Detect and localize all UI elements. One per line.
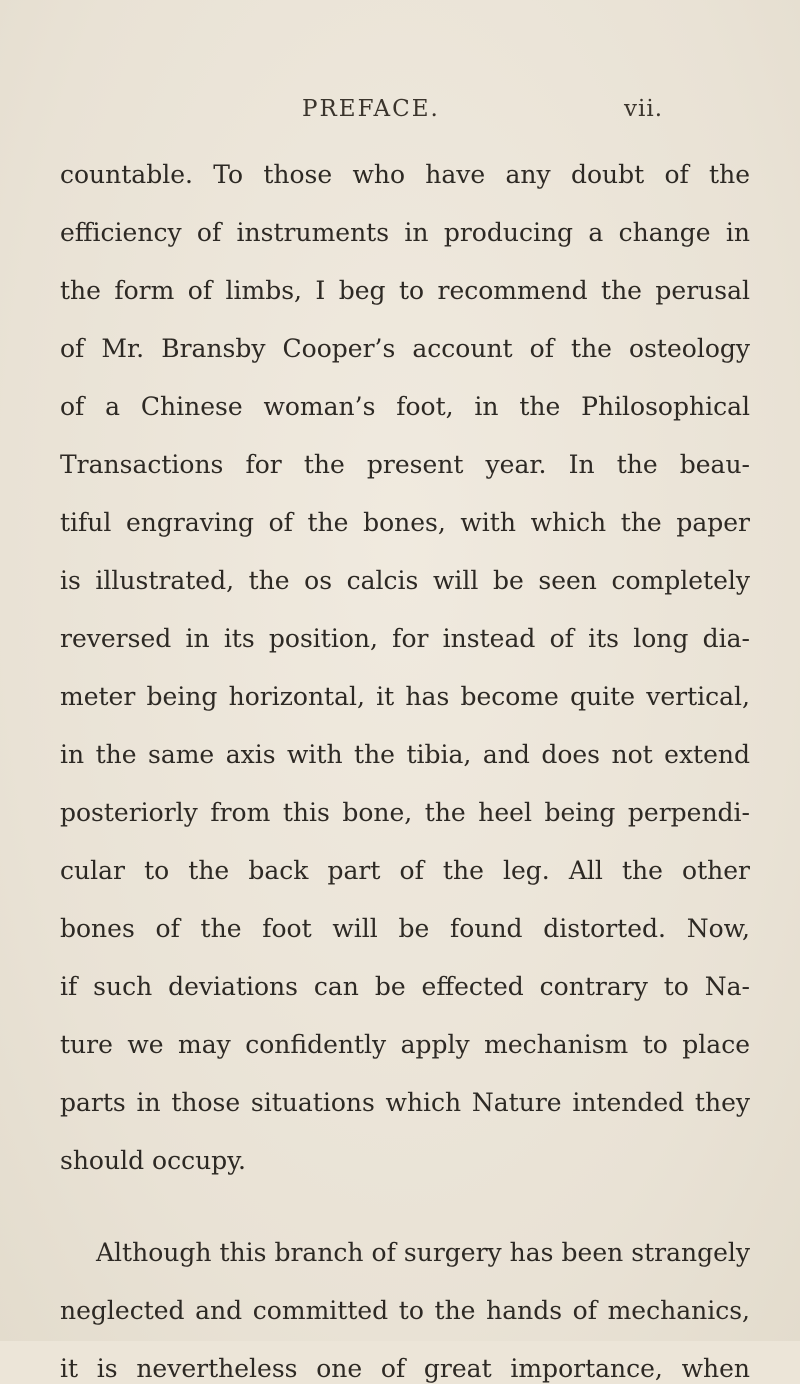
text-line: parts in those situations which Nature intended they [60, 1088, 750, 1117]
running-head: PREFACE. [302, 96, 440, 122]
text-line: meter being horizontal, it has become quite vertical, [60, 682, 750, 711]
text-line: tiful engraving of the bones, with which the paper [60, 508, 750, 537]
text-line: neglected and committed to the hands of mechanics, [60, 1296, 750, 1325]
text-line: bones of the foot will be found distorted. Now, [60, 914, 750, 943]
text-line: in the same axis with the tibia, and does not extend [60, 740, 750, 769]
text-line: efficiency of instruments in producing a change in [60, 218, 750, 247]
page-number: vii. [624, 96, 664, 122]
text-line: the form of limbs, I beg to recommend the perusal [60, 276, 750, 305]
text-line: should occupy. [60, 1146, 246, 1175]
text-line: of a Chinese woman’s foot, in the Philosophical [60, 392, 750, 421]
page-header [0, 96, 800, 136]
text-line: is illustrated, the os calcis will be seen completely [60, 566, 750, 595]
text-line: reversed in its position, for instead of its long dia- [60, 624, 750, 653]
text-line: if such deviations can be effected contrary to Na- [60, 972, 750, 1001]
text-line: Although this branch of surgery has been strangely [96, 1238, 750, 1267]
text-line: posteriorly from this bone, the heel being perpendi- [60, 798, 750, 827]
text-line: cular to the back part of the leg. All the other [60, 856, 750, 885]
text-line: of Mr. Bransby Cooper’s account of the osteology [60, 334, 750, 363]
text-line: Transactions for the present year. In the beau- [60, 450, 750, 479]
text-line: countable. To those who have any doubt of the [60, 160, 750, 189]
text-line: it is nevertheless one of great importance, when [60, 1354, 750, 1383]
text-line: ture we may confidently apply mechanism to place [60, 1030, 750, 1059]
